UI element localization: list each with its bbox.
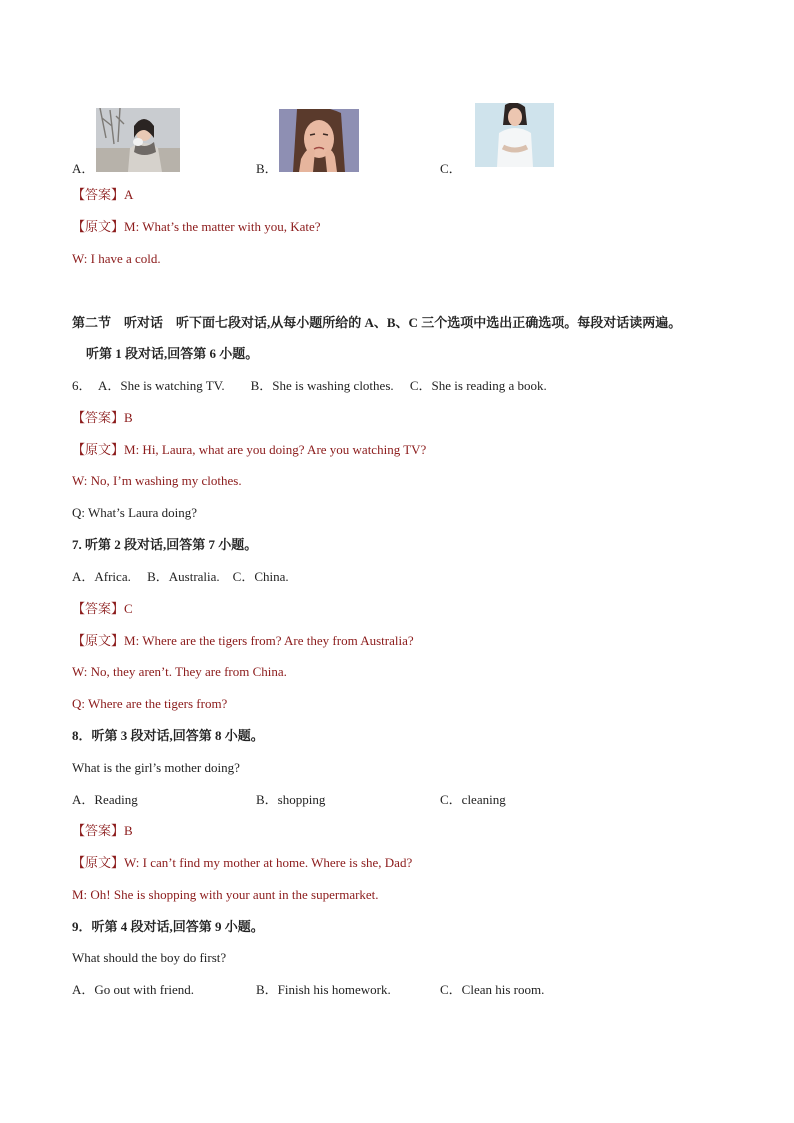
q7-options: A．Africa. B．Australia. C．China. bbox=[72, 569, 289, 584]
q5-transcript-line2: W: I have a cold. bbox=[72, 251, 161, 266]
q8-question: What is the girl’s mother doing? bbox=[72, 760, 240, 775]
q5-transcript-line1 bbox=[72, 219, 321, 235]
q9-option-b: B．Finish his homework. bbox=[256, 982, 391, 997]
answer-tag: 【答案】 bbox=[72, 601, 125, 616]
q8-transcript-line1 bbox=[72, 855, 412, 871]
q9-question: What should the boy do first? bbox=[72, 950, 227, 965]
q8-heading: 8．听第 3 段对话,回答第 8 小题。 bbox=[72, 728, 264, 743]
q6-transcript-question: Q: What’s Laura doing? bbox=[72, 505, 198, 520]
q8-option-a: A．Reading bbox=[72, 792, 138, 807]
q7-transcript-line2: W: No, they aren’t. They are from China. bbox=[72, 664, 287, 679]
q6-transcript-line1 bbox=[72, 442, 426, 458]
q7-heading: 7. 听第 2 段对话,回答第 7 小题。 bbox=[72, 537, 258, 552]
transcript-text: W: I can’t find my mother at home. Where is she, Dad? bbox=[124, 855, 413, 870]
answer-value: C bbox=[124, 601, 133, 616]
q7-transcript-line1 bbox=[72, 633, 414, 649]
photo-woman-stomachache bbox=[475, 103, 554, 167]
q9-heading: 9．听第 4 段对话,回答第 9 小题。 bbox=[72, 919, 264, 934]
transcript-tag: 【原文】 bbox=[72, 442, 125, 457]
answer-value: A bbox=[124, 187, 134, 202]
q6-options: 6． A．She is watching TV. B．She is washing clothes. C．She is reading a book. bbox=[72, 378, 547, 393]
q8-option-c: C．cleaning bbox=[440, 792, 506, 807]
q8-option-b: B．shopping bbox=[256, 792, 326, 807]
q7-transcript-question: Q: Where are the tigers from? bbox=[72, 696, 228, 711]
option-a-label: A． bbox=[72, 161, 95, 176]
transcript-text: M: What’s the matter with you, Kate? bbox=[124, 219, 321, 234]
transcript-tag: 【原文】 bbox=[72, 633, 125, 648]
photo-woman-toothache bbox=[279, 109, 359, 172]
photo-woman-cold bbox=[96, 108, 180, 172]
option-c-label: C． bbox=[440, 161, 462, 176]
transcript-tag: 【原文】 bbox=[72, 855, 125, 870]
transcript-text: M: Where are the tigers from? Are they from Australia? bbox=[124, 633, 414, 648]
q5-answer bbox=[72, 187, 133, 203]
q7-answer bbox=[72, 601, 133, 617]
answer-tag: 【答案】 bbox=[72, 823, 125, 838]
q9-option-c: C．Clean his room. bbox=[440, 982, 545, 997]
transcript-tag: 【原文】 bbox=[72, 219, 125, 234]
q8-answer bbox=[72, 823, 133, 839]
answer-value: B bbox=[124, 823, 133, 838]
section2-subheading: 听第 1 段对话,回答第 6 小题。 bbox=[86, 346, 259, 361]
q6-transcript-line2: W: No, I’m washing my clothes. bbox=[72, 473, 242, 488]
option-b-label: B． bbox=[256, 161, 278, 176]
answer-value: B bbox=[124, 410, 133, 425]
q8-transcript-line2: M: Oh! She is shopping with your aunt in the supermarket. bbox=[72, 887, 379, 902]
answer-tag: 【答案】 bbox=[72, 187, 125, 202]
transcript-text: M: Hi, Laura, what are you doing? Are you watching TV? bbox=[124, 442, 427, 457]
answer-tag: 【答案】 bbox=[72, 410, 125, 425]
q6-answer bbox=[72, 410, 133, 426]
section2-heading: 第二节 听对话 听下面七段对话,从每小题所给的 A、B、C 三个选项中选出正确选项。每段对话读两遍。 bbox=[72, 315, 682, 330]
q9-option-a: A．Go out with friend. bbox=[72, 982, 195, 997]
